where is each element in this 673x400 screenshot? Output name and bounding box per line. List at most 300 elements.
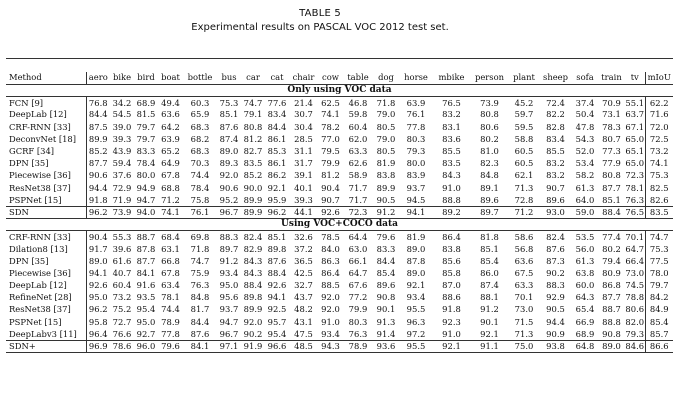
value-cell: 86.2 [267,170,287,181]
value-cell: 92.9 [546,292,565,303]
value-cell: 85.7 [645,328,673,340]
value-cell: 78.1 [161,292,180,303]
method-cell: GCRF [34] [6,145,86,157]
value-cell: 89.6 [376,280,396,291]
value-cell: 74.1 [158,206,183,218]
value-cell: 79.5 [321,146,340,157]
value-cell: 90.6 [88,170,108,181]
table-row [6,206,673,218]
value-cell: 71.2 [161,194,180,205]
value-cell: 62.2 [645,97,673,109]
value-cell: 53.4 [575,158,595,169]
value-cell: 80.8 [480,109,499,120]
value-cell: 72.0 [645,121,673,133]
table-row [6,231,673,243]
value-cell: 92.0 [321,292,340,303]
value-cell: 85.5 [442,146,461,157]
value-cell: 75.8 [190,194,210,205]
column-header-bird: bird [134,72,158,85]
value-cell: 79.0 [376,133,396,144]
value-cell: 71.3 [514,328,534,339]
value-cell: 39.0 [112,121,132,132]
value-cell: 37.6 [112,170,132,181]
value-cell: 91.1 [470,340,509,352]
value-cell: 89.7 [219,243,239,254]
value-cell: 62.5 [321,97,340,108]
value-cell: 83.8 [376,170,396,181]
value-cell: 89.8 [243,292,263,303]
value-cell: 92.1 [433,340,470,352]
section-1 [6,85,673,219]
value-cell: 75.3 [219,97,239,108]
value-cell: 89.6 [480,194,499,205]
value-cell: 79.6 [376,231,396,242]
method-cell: DeepLab [12] [6,280,86,292]
value-cell: 80.8 [243,121,263,132]
value-cell: 63.6 [514,255,534,266]
value-cell: 62.1 [514,170,534,181]
value-cell: 96.2 [88,304,108,315]
value-cell: 95.2 [219,194,239,205]
value-cell: 90.9 [546,328,565,339]
value-cell: 95.5 [399,340,433,352]
value-cell: 71.3 [514,182,534,193]
table-caption: Experimental results on PASCAL VOC 2012 test set. [191,22,449,33]
value-cell: 74.1 [321,109,340,120]
value-cell: 83.6 [442,133,461,144]
value-cell: 88.1 [480,292,499,303]
value-cell: 94.0 [134,206,158,218]
value-cell: 82.3 [480,158,499,169]
value-cell: 54.5 [112,109,132,120]
value-cell: 91.2 [219,255,239,266]
value-cell: 71.7 [348,194,368,205]
value-cell: 72.3 [343,206,373,218]
column-header-mbike: mbike [433,72,470,85]
value-cell: 67.8 [161,170,180,181]
value-cell: 89.0 [219,146,239,157]
value-cell: 87.0 [442,280,461,291]
value-cell: 39.3 [294,194,313,205]
table-row [6,170,673,182]
value-cell: 79.1 [243,109,263,120]
column-header-boat: boat [158,72,183,85]
value-cell: 81.5 [136,109,156,120]
value-cell: 87.4 [219,133,239,144]
section-title: Using VOC+COCO data [6,219,673,231]
value-cell: 73.2 [645,145,673,157]
value-cell: 72.3 [625,170,645,181]
value-cell: 90.0 [243,182,263,193]
value-cell: 83.4 [546,133,565,144]
value-cell: 89.9 [243,194,263,205]
value-cell: 76.1 [183,206,217,218]
value-cell: 65.0 [625,133,645,144]
value-cell: 87.5 [88,121,108,132]
value-cell: 28.5 [294,133,313,144]
value-cell: 93.7 [406,182,426,193]
value-cell: 69.8 [190,231,210,242]
value-cell: 89.7 [470,206,509,218]
value-cell: 66.1 [348,255,368,266]
value-cell: 89.0 [598,340,625,352]
value-cell: 87.6 [190,328,210,339]
value-cell: 75.2 [112,304,132,315]
value-cell: 85.5 [546,146,565,157]
value-cell: 59.5 [514,121,534,132]
value-cell: 96.7 [217,206,241,218]
value-cell: 65.1 [625,146,645,157]
value-cell: 82.7 [243,146,263,157]
value-cell: 40.1 [294,182,313,193]
value-cell: 60.5 [514,146,534,157]
value-cell: 63.8 [575,267,595,278]
value-cell: 86.4 [442,231,461,242]
value-cell: 91.9 [241,340,265,352]
column-header-dog: dog [373,72,399,85]
value-cell: 60.4 [348,121,368,132]
value-cell: 77.9 [602,158,621,169]
value-cell: 83.2 [442,109,461,120]
value-cell: 83.1 [442,121,461,132]
value-cell: 81.2 [243,133,263,144]
value-cell: 83.9 [406,170,426,181]
value-cell: 64.8 [572,340,598,352]
value-cell: 64.9 [161,158,180,169]
value-cell: 83.8 [442,243,461,254]
value-cell: 75.3 [645,243,673,255]
value-cell: 64.3 [575,292,595,303]
value-cell: 63.9 [161,133,180,144]
value-cell: 92.6 [267,280,287,291]
value-cell: 82.5 [645,182,673,194]
value-cell: 66.8 [161,255,180,266]
value-cell: 77.0 [321,133,340,144]
value-cell: 96.7 [219,328,239,339]
value-cell: 78.1 [625,182,645,193]
method-cell: ResNet38 [37] [6,304,86,316]
value-cell: 89.0 [406,243,426,254]
value-cell: 40.7 [112,267,132,278]
value-cell: 39.1 [294,170,313,181]
value-cell: 91.0 [442,328,461,339]
value-cell: 84.3 [243,255,263,266]
value-cell: 70.1 [514,292,534,303]
value-cell: 91.2 [373,206,399,218]
value-cell: 59.7 [514,109,534,120]
value-cell: 88.3 [546,280,565,291]
value-cell: 76.3 [625,194,645,205]
value-cell: 95.6 [219,292,239,303]
column-header-tv: tv [625,72,645,85]
value-cell: 70.3 [190,158,210,169]
value-cell: 83.2 [546,170,565,181]
value-cell: 21.4 [294,97,313,108]
value-cell: 94.7 [136,194,156,205]
value-cell: 75.3 [645,170,673,182]
value-cell: 79.9 [348,304,368,315]
value-cell: 85.6 [442,255,461,266]
value-cell: 55.3 [112,231,132,242]
value-cell: 83.3 [376,243,396,254]
value-cell: 61.3 [575,255,595,266]
value-cell: 79.6 [158,340,183,352]
value-cell: 84.1 [136,267,156,278]
value-cell: 78.4 [190,182,210,193]
table-row [6,121,673,133]
value-cell: 63.1 [161,243,180,254]
value-cell: 79.3 [406,146,426,157]
value-cell: 46.8 [348,97,368,108]
column-header-miou: mIoU [645,72,673,85]
value-cell: 67.1 [625,121,645,132]
value-cell: 83.5 [645,206,673,218]
value-cell: 78.8 [625,292,645,303]
value-cell: 80.5 [376,146,396,157]
value-cell: 68.9 [136,97,156,108]
value-cell: 78.9 [343,340,373,352]
value-cell: 80.0 [406,158,426,169]
value-cell: 85.1 [480,243,499,254]
value-cell: 87.7 [88,158,108,169]
header-row [6,72,673,85]
value-cell: 80.2 [602,243,621,254]
method-cell: FCN [9] [6,97,86,109]
value-cell: 61.3 [575,182,595,193]
value-cell: 74.7 [243,97,263,108]
value-cell: 84.4 [88,109,108,120]
value-cell: 63.7 [625,109,645,120]
value-cell: 32.6 [294,231,313,242]
value-cell: 81.2 [321,170,340,181]
column-header-person: person [470,72,509,85]
value-cell: 93.4 [321,328,340,339]
value-cell: 63.3 [348,146,368,157]
value-cell: 78.5 [321,231,340,242]
value-cell: 79.7 [645,280,673,292]
value-cell: 96.0 [134,340,158,352]
value-cell: 81.7 [190,304,210,315]
value-cell: 86.1 [267,133,287,144]
value-cell: 30.4 [294,121,313,132]
value-cell: 97.2 [406,328,426,339]
column-header-horse: horse [399,72,433,85]
value-cell: 84.2 [645,292,673,304]
value-cell: 64.7 [625,243,645,254]
column-header-car: car [241,72,265,85]
value-cell: 64.4 [348,231,368,242]
value-cell: 87.7 [602,182,621,193]
value-cell: 68.9 [575,328,595,339]
value-cell: 81.9 [376,158,396,169]
value-cell: 58.2 [575,170,595,181]
value-cell: 43.1 [294,316,313,327]
value-cell: 90.8 [602,328,621,339]
value-cell: 95.7 [267,316,287,327]
value-cell: 71.2 [509,206,539,218]
value-cell: 66.9 [575,316,595,327]
value-cell: 89.3 [219,158,239,169]
value-cell: 96.2 [265,206,289,218]
value-cell: 67.5 [514,267,534,278]
value-cell: 68.2 [190,133,210,144]
value-cell: 77.5 [645,255,673,267]
value-cell: 81.8 [480,231,499,242]
value-cell: 84.9 [645,304,673,316]
value-cell: 31.7 [294,158,313,169]
value-cell: 37.2 [294,243,313,254]
value-cell: 86.0 [480,267,499,278]
value-cell: 47.8 [575,121,595,132]
value-cell: 84.8 [190,292,210,303]
value-cell: 79.0 [376,109,396,120]
value-cell: 91.2 [480,304,499,315]
value-cell: 87.6 [546,243,565,254]
value-cell: 74.7 [645,231,673,243]
value-cell: 91.6 [136,280,156,291]
table-row [6,158,673,170]
value-cell: 58.9 [348,170,368,181]
value-cell: 80.6 [480,121,499,132]
value-cell: 88.7 [602,304,621,315]
value-cell: 78.2 [321,121,340,132]
value-cell: 84.1 [183,340,217,352]
value-cell: 47.5 [294,328,313,339]
value-cell: 80.9 [602,267,621,278]
value-cell: 72.7 [112,316,132,327]
column-header-train: train [598,72,625,85]
value-cell: 93.6 [373,340,399,352]
value-cell: 88.7 [136,231,156,242]
value-cell: 84.4 [190,316,210,327]
value-cell: 78.3 [602,121,621,132]
method-cell: SDN+ [6,340,86,352]
value-cell: 94.9 [136,182,156,193]
value-cell: 83.5 [243,158,263,169]
value-cell: 87.7 [136,255,156,266]
value-cell: 48.5 [289,340,318,352]
value-cell: 92.0 [243,316,263,327]
value-cell: 53.5 [575,231,595,242]
column-header-aero: aero [86,72,110,85]
value-cell: 54.3 [575,133,595,144]
table-row [6,340,673,352]
value-cell: 91.3 [376,316,396,327]
value-cell: 88.4 [243,280,263,291]
value-cell: 86.4 [321,267,340,278]
column-header-sofa: sofa [572,72,598,85]
value-cell: 81.9 [406,231,426,242]
value-cell: 73.0 [514,304,534,315]
value-cell: 63.9 [406,97,426,108]
value-cell: 72.9 [112,182,132,193]
value-cell: 94.4 [88,182,108,193]
value-cell: 85.1 [602,194,621,205]
value-cell: 70.1 [625,231,645,242]
value-cell: 77.3 [602,146,621,157]
value-cell: 77.4 [602,231,621,242]
value-cell: 95.4 [267,328,287,339]
method-cell: RefineNet [28] [6,292,86,304]
value-cell: 82.0 [625,316,645,327]
value-cell: 80.7 [602,133,621,144]
column-header-chair: chair [289,72,318,85]
value-cell: 89.0 [406,267,426,278]
table-row [6,145,673,157]
value-cell: 78.0 [645,267,673,279]
method-cell: DeepLab [12] [6,109,86,121]
value-cell: 74.4 [161,304,180,315]
value-cell: 74.7 [190,255,210,266]
value-cell: 50.4 [575,109,595,120]
value-cell: 95.0 [88,292,108,303]
method-cell: DeepLabv3 [11] [6,328,86,340]
value-cell: 42.5 [294,267,313,278]
value-cell: 89.9 [241,206,265,218]
value-cell: 71.5 [514,316,534,327]
value-cell: 84.4 [267,121,287,132]
table-row [6,194,673,206]
value-cell: 65.9 [190,109,210,120]
value-cell: 93.7 [219,304,239,315]
value-cell: 63.0 [348,243,368,254]
section-header [6,219,673,231]
value-cell: 71.8 [190,243,210,254]
value-cell: 92.3 [442,316,461,327]
value-cell: 84.6 [625,341,645,352]
value-cell: 73.2 [112,292,132,303]
value-cell: 94.1 [399,206,433,218]
value-cell: 93.4 [219,267,239,278]
value-cell: 85.2 [88,146,108,157]
value-cell: 97.1 [217,340,241,352]
value-cell: 58.8 [514,133,534,144]
value-cell: 43.7 [294,292,313,303]
value-cell: 90.4 [88,231,108,242]
table-row [6,109,673,121]
value-cell: 61.6 [112,255,132,266]
value-cell: 88.8 [442,194,461,205]
value-cell: 73.1 [602,109,621,120]
value-cell: 90.7 [321,194,340,205]
column-header-method: Method [6,72,86,85]
value-cell: 68.3 [190,121,210,132]
value-cell: 96.6 [265,340,289,352]
value-cell: 92.1 [267,182,287,193]
value-cell: 64.7 [348,267,368,278]
value-cell: 89.1 [480,182,499,193]
value-cell: 95.4 [136,304,156,315]
method-cell: Dilation8 [13] [6,243,86,255]
value-cell: 56.8 [514,243,534,254]
value-cell: 89.2 [433,206,470,218]
value-cell: 89.0 [88,255,108,266]
value-cell: 92.1 [480,328,499,339]
value-cell: 91.0 [442,182,461,193]
value-cell: 88.6 [442,292,461,303]
value-cell: 84.3 [442,170,461,181]
value-cell: 89.6 [546,194,565,205]
value-cell: 80.6 [625,304,645,315]
value-cell: 82.9 [243,243,263,254]
method-cell: ResNet38 [37] [6,182,86,194]
results-table [6,58,673,353]
value-cell: 73.9 [110,206,134,218]
column-header-bus: bus [217,72,241,85]
value-cell: 45.2 [514,97,534,108]
column-header-bike: bike [110,72,134,85]
value-cell: 88.5 [321,280,340,291]
